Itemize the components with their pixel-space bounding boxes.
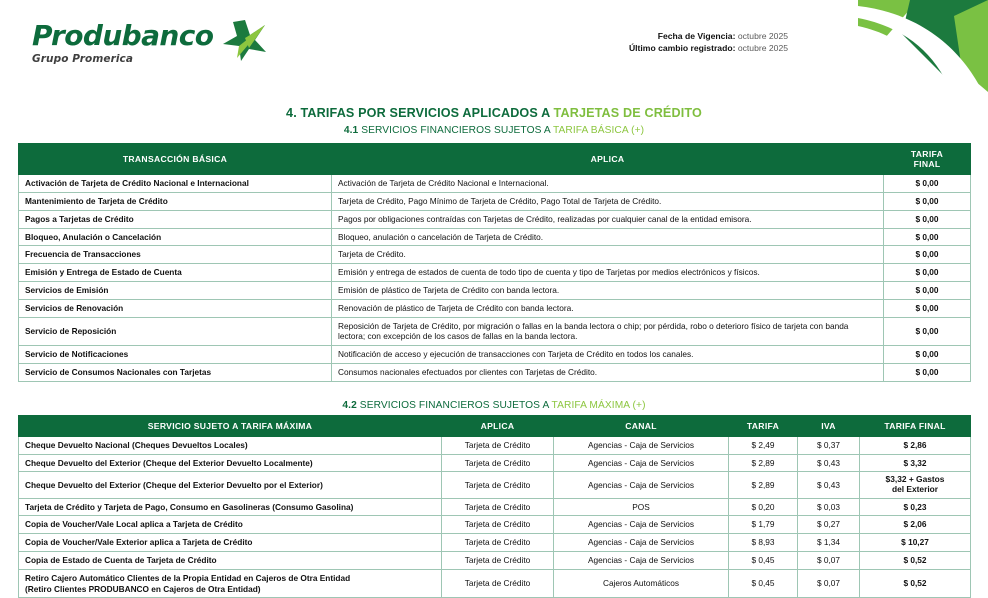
table-row: [19, 516, 971, 534]
cell-tarifa-final: $ 0,23: [860, 498, 971, 516]
cell-canal: Agencias - Caja de Servicios: [554, 516, 729, 534]
cell-aplica: Tarjeta de Crédito.: [332, 246, 884, 264]
cell-servicio: Copia de Estado de Cuenta de Tarjeta de Crédito: [19, 552, 442, 570]
table-row: [19, 346, 971, 364]
cell-iva: $ 1,34: [798, 534, 860, 552]
cell-tarifa: $ 2,89: [729, 454, 798, 472]
section-4-1-title: [0, 125, 988, 136]
cell-servicio: Tarjeta de Crédito y Tarjeta de Pago, Consumo en Gasolineras (Consumo Gasolina): [19, 498, 442, 516]
th-transaccion-basica: TRANSACCIÓN BÁSICA: [19, 144, 332, 175]
cell-tarifa-final: $ 2,86: [860, 436, 971, 454]
page-title-highlight: TARJETAS DE CRÉDITO: [553, 106, 702, 120]
cell-aplica: Consumos nacionales efectuados por clientes con Tarjetas de Crédito.: [332, 363, 884, 381]
table-row: [19, 569, 971, 598]
table-row: [19, 193, 971, 211]
page-title-prefix: 4. TARIFAS POR SERVICIOS APLICADOS A: [286, 106, 554, 120]
cell-tarifa-final: $ 0,00: [884, 175, 971, 193]
cell-transaccion: Emisión y Entrega de Estado de Cuenta: [19, 264, 332, 282]
cell-servicio: Copia de Voucher/Vale Exterior aplica a Tarjeta de Crédito: [19, 534, 442, 552]
table-2-body: [19, 436, 971, 598]
cell-canal: Agencias - Caja de Servicios: [554, 436, 729, 454]
cell-transaccion: Servicio de Notificaciones: [19, 346, 332, 364]
cell-transaccion: Mantenimiento de Tarjeta de Crédito: [19, 193, 332, 211]
th-servicio-tarifa-maxima: SERVICIO SUJETO A TARIFA MÁXIMA: [19, 415, 442, 436]
table-row: [19, 264, 971, 282]
cell-tarifa-final: $ 0,00: [884, 246, 971, 264]
table-2-header-row: [19, 415, 971, 436]
th-aplica-2: APLICA: [442, 415, 554, 436]
produbanco-logo: [32, 19, 269, 67]
table-1-wrapper: [0, 143, 988, 382]
table-row: [19, 552, 971, 570]
cell-tarifa: $ 0,45: [729, 552, 798, 570]
cell-servicio: Cheque Devuelto del Exterior (Cheque del Exterior Devuelto Localmente): [19, 454, 442, 472]
th-tarifa-final-2: TARIFA FINAL: [860, 415, 971, 436]
cell-servicio-l1: Retiro Cajero Automático Clientes de la Propia Entidad en Cajeros de Otra Entidad: [25, 572, 351, 583]
section-4-1-text: SERVICIOS FINANCIEROS SUJETOS A: [358, 125, 553, 136]
th-tarifa-final-l1: TARIFA: [910, 149, 944, 159]
cell-aplica: Tarjeta de Crédito, Pago Mínimo de Tarjeta de Crédito, Pago Total de Tarjeta de Crédito.: [332, 193, 884, 211]
table-row: [19, 246, 971, 264]
cell-canal: Cajeros Automáticos: [554, 569, 729, 598]
logo-wordmark: Produbanco: [32, 19, 214, 52]
table-1-header-row: [19, 144, 971, 175]
cell-canal: Agencias - Caja de Servicios: [554, 454, 729, 472]
cell-transaccion: Servicio de Reposición: [19, 317, 332, 346]
cell-tarifa-final-l1: $3,32 + Gastos: [885, 474, 945, 485]
cell-tarifa-final: $ 0,52: [860, 569, 971, 598]
table-row: [19, 228, 971, 246]
cell-iva: $ 0,43: [798, 472, 860, 498]
cell-tarifa-final-l2: del Exterior: [891, 484, 939, 495]
cell-aplica: Activación de Tarjeta de Crédito Nacional e Internacional.: [332, 175, 884, 193]
cell-aplica: Tarjeta de Crédito: [442, 498, 554, 516]
cell-servicio-l2: (Retiro Clientes PRODUBANCO en Cajeros de Otra Entidad): [25, 583, 261, 594]
cell-aplica: Tarjeta de Crédito: [442, 569, 554, 598]
cell-aplica: Tarjeta de Crédito: [442, 454, 554, 472]
table-row: [19, 299, 971, 317]
table-row: [19, 175, 971, 193]
page-title: [0, 106, 988, 120]
cell-aplica: Bloqueo, anulación o cancelación de Tarjeta de Crédito.: [332, 228, 884, 246]
cell-aplica: Emisión de plástico de Tarjeta de Crédito con banda lectora.: [332, 281, 884, 299]
cell-iva: $ 0,03: [798, 498, 860, 516]
cell-tarifa: $ 0,45: [729, 569, 798, 598]
cell-tarifa-final: $ 0,00: [884, 281, 971, 299]
last-change-value: octubre 2025: [737, 43, 788, 54]
cell-tarifa: $ 2,49: [729, 436, 798, 454]
table-row: [19, 436, 971, 454]
th-tarifa-final-l2: FINAL: [913, 159, 941, 170]
cell-servicio: Cheque Devuelto Nacional (Cheques Devueltos Locales): [19, 436, 442, 454]
cell-aplica: Notificación de acceso y ejecución de transacciones con Tarjeta de Crédito en todos los canales.: [332, 346, 884, 364]
cell-transaccion: Frecuencia de Transacciones: [19, 246, 332, 264]
last-change-label: Último cambio registrado:: [628, 43, 736, 54]
cell-tarifa: $ 1,79: [729, 516, 798, 534]
table-2-wrapper: [0, 415, 988, 598]
cell-tarifa-final: $ 3,32: [860, 454, 971, 472]
cell-transaccion: Bloqueo, Anulación o Cancelación: [19, 228, 332, 246]
cell-aplica: Tarjeta de Crédito: [442, 534, 554, 552]
cell-tarifa-final: $ 0,00: [884, 317, 971, 346]
section-4-2-number: 4.2: [342, 399, 357, 411]
cell-canal: Agencias - Caja de Servicios: [554, 552, 729, 570]
effective-date-value: octubre 2025: [737, 31, 788, 41]
cell-tarifa-final: $ 0,00: [884, 228, 971, 246]
basic-fees-table: [18, 143, 971, 382]
table-row: [19, 454, 971, 472]
logo-tagline: Grupo Promerica: [32, 53, 134, 65]
page-header: [0, 0, 988, 96]
cell-iva: $ 0,07: [798, 569, 860, 598]
section-4-2-text: SERVICIOS FINANCIEROS SUJETOS A: [356, 399, 552, 411]
section-4-1-highlight: TARIFA BÁSICA (+): [552, 125, 645, 136]
th-canal: CANAL: [554, 415, 729, 436]
table-row: [19, 472, 971, 498]
cell-tarifa: $ 2,89: [729, 472, 798, 498]
cell-aplica: Pagos por obligaciones contraídas con Tarjetas de Crédito, realizadas por cualquier canal de la entidad emisora.: [332, 210, 884, 228]
cell-iva: $ 0,07: [798, 552, 860, 570]
cell-transaccion: Servicios de Renovación: [19, 299, 332, 317]
cell-iva: $ 0,37: [798, 436, 860, 454]
section-4-1-number: 4.1: [343, 125, 359, 136]
cell-aplica: Reposición de Tarjeta de Crédito, por migración o fallas en la banda lectora o chip; por pérdida, robo o deterioro físico de tarjeta con banda lectora; con excepción de los casos de fallas en la banda lectora.: [332, 317, 884, 346]
cell-servicio: Cheque Devuelto del Exterior (Cheque del Exterior Devuelto por el Exterior): [19, 472, 442, 498]
th-tarifa-final: [884, 144, 971, 175]
cell-tarifa-final: [860, 472, 971, 498]
section-4-2-highlight: TARIFA MÁXIMA (+): [551, 399, 646, 411]
document-titles: [0, 106, 988, 136]
table-1-body: [19, 175, 971, 381]
cell-tarifa-final: $ 0,00: [884, 193, 971, 211]
cell-tarifa-final: $ 10,27: [860, 534, 971, 552]
cell-tarifa-final: $ 0,00: [884, 210, 971, 228]
cell-aplica: Tarjeta de Crédito: [442, 436, 554, 454]
max-fees-table: [18, 415, 971, 598]
cell-aplica: Tarjeta de Crédito: [442, 472, 554, 498]
cell-transaccion: Servicios de Emisión: [19, 281, 332, 299]
cell-canal: POS: [554, 498, 729, 516]
effective-date-label: Fecha de Vigencia:: [657, 31, 736, 41]
star-icon: [219, 18, 269, 67]
table-row: [19, 498, 971, 516]
cell-transaccion: Activación de Tarjeta de Crédito Nacional e Internacional: [19, 175, 332, 193]
th-tarifa: TARIFA: [729, 415, 798, 436]
cell-tarifa: $ 8,93: [729, 534, 798, 552]
cell-tarifa-final: $ 0,52: [860, 552, 971, 570]
cell-tarifa-final: $ 0,00: [884, 346, 971, 364]
cell-canal: Agencias - Caja de Servicios: [554, 534, 729, 552]
header-dates: [629, 30, 788, 55]
cell-tarifa: $ 0,20: [729, 498, 798, 516]
section-4-2-title: [0, 400, 988, 411]
table-row: [19, 281, 971, 299]
cell-servicio: Copia de Voucher/Vale Local aplica a Tarjeta de Crédito: [19, 516, 442, 534]
cell-transaccion: Servicio de Consumos Nacionales con Tarjetas: [19, 363, 332, 381]
cell-aplica: Emisión y entrega de estados de cuenta de todo tipo de cuenta y tipo de Tarjetas por medios electrónicos y físicos.: [332, 264, 884, 282]
table-row: [19, 210, 971, 228]
cell-tarifa-final: $ 0,00: [884, 264, 971, 282]
cell-tarifa-final: $ 0,00: [884, 363, 971, 381]
cell-servicio: [19, 569, 442, 598]
cell-aplica: Tarjeta de Crédito: [442, 552, 554, 570]
section-4-2-title-wrap: [0, 400, 988, 411]
table-row: [19, 363, 971, 381]
effective-date-line: [629, 30, 788, 42]
cell-tarifa-final: $ 0,00: [884, 299, 971, 317]
cell-iva: $ 0,27: [798, 516, 860, 534]
cell-aplica: Renovación de plástico de Tarjeta de Crédito con banda lectora.: [332, 299, 884, 317]
th-iva: IVA: [798, 415, 860, 436]
table-row: [19, 534, 971, 552]
last-change-line: [629, 42, 788, 54]
cell-canal: Agencias - Caja de Servicios: [554, 472, 729, 498]
cell-aplica: Tarjeta de Crédito: [442, 516, 554, 534]
table-row: [19, 317, 971, 346]
cell-transaccion: Pagos a Tarjetas de Crédito: [19, 210, 332, 228]
cell-iva: $ 0,43: [798, 454, 860, 472]
cell-tarifa-final: $ 2,06: [860, 516, 971, 534]
th-aplica: APLICA: [332, 144, 884, 175]
